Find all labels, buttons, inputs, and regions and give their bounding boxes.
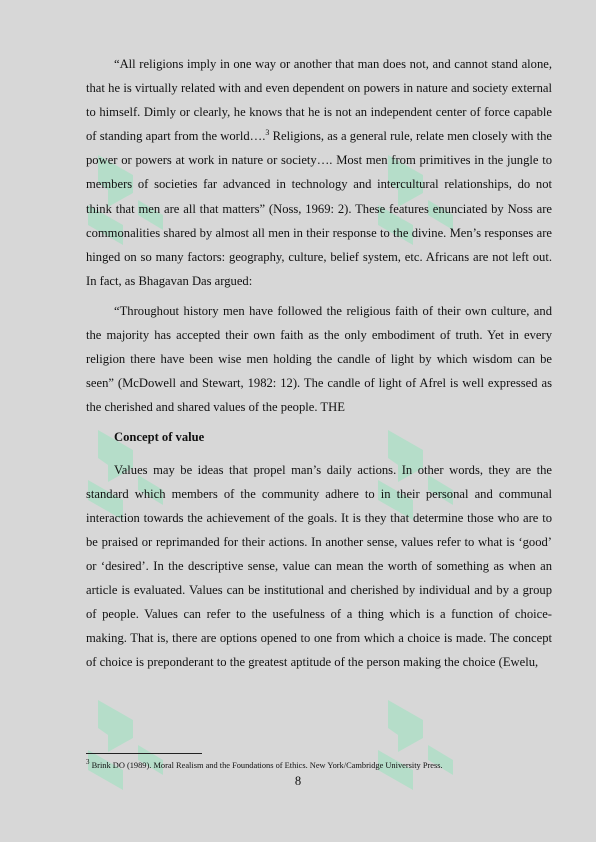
page-number: 8	[294, 774, 302, 788]
footnote-divider	[86, 753, 202, 754]
footnote-marker: 3	[86, 758, 90, 767]
paragraph-text: Religions, as a general rule, relate men closely with the power or powers at work in nature or society…. Most men from primitives in the jungle to members of societies far advanced in technology and intercultural relationships, do not think that men are all that matters” (Noss, 1969: 2). These features enunciated by Noss are commonalities shared by almost all men in their response to the divine. Men’s responses are hinged on so many factors: geography, culture, belief system, etc. Africans are not left out. In fact, as Bhagavan Das argued:	[86, 129, 552, 288]
paragraph-religion-quote	[86, 52, 552, 293]
footnote-reference: 3	[265, 128, 270, 138]
section-heading: Concept of value	[114, 430, 205, 445]
footnote	[86, 760, 556, 772]
paragraph-concept-of-value: Values may be ideas that propel man’s daily actions. In other words, they are the standard which members of the community adhere to in their personal and communal interaction towards the achievement of the goals. It is they that determine those who are to be praised or reprimanded for their actions. In another sense, values refer to what is ‘good’ or ‘desired’. In the descriptive sense, value can mean the worth of something as when an article is evaluated. Values can be institutional and cherished by individual and by a group of people. Values can refer to the usefulness of a thing which is a function of choice-making. That is, there are options opened to one from which a choice is made. The concept of choice is preponderant to the greatest aptitude of the person making the choice (Ewelu,	[86, 462, 552, 670]
footnote-text: Brink DO (1989). Moral Realism and the Foundations of Ethics. New York/Cambridge University Press.	[89, 761, 443, 770]
body-text	[86, 52, 552, 674]
paragraph-das-quote: “Throughout history men have followed the religious faith of their own culture, and the majority has accepted their own faith as the only embodiment of truth. Yet in every religion there have been wise men holding the candle of light by which wisdom can be seen” (McDowell and Stewart, 1982: 12). The candle of light of Afrel is well expressed as the cherished and shared values of the people. THE	[86, 303, 552, 415]
paragraph-text: “All religions imply in one way or another that man does not, and cannot stand alone, that he is virtually related with and even dependent on powers in nature and society external to himself. Dimly or clearly, he knows that he is not an independent center of force capable of standing apart from the world….	[86, 57, 552, 144]
